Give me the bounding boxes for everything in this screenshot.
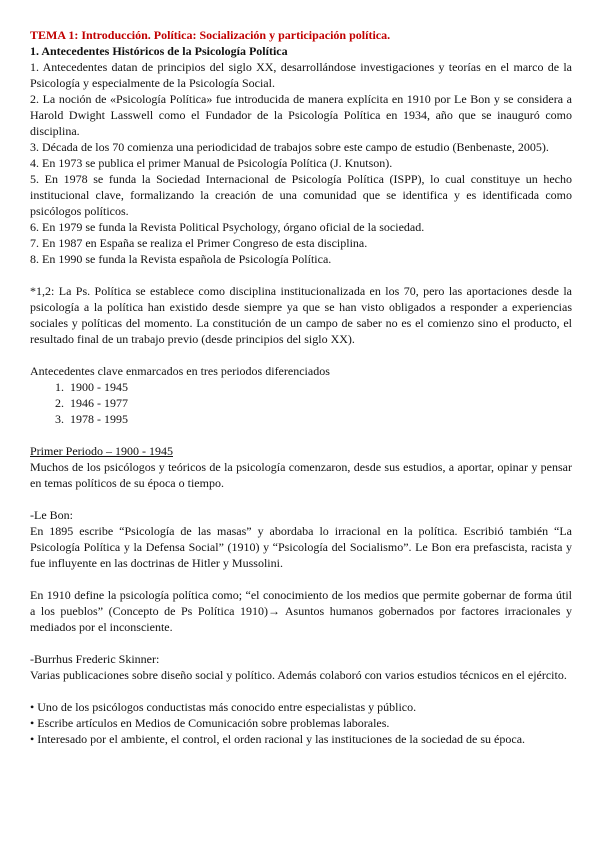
lebon-text: En 1895 escribe “Psicología de las masas” y abordaba lo irracional en la política. Escribió también “La Psicología Política y la Defensa Social” (1910) y “Psicología del Socialismo”. Le Bon era prefascista, racista y fue influyente en las doctrinas de Hitler y Mussolini. <box>30 524 572 570</box>
history-item: 1. Antecedentes datan de principios del siglo XX, desarrollándose investigaciones y teorías en el marco de la Psicología y especialmente de la Psicología Social. <box>30 60 572 90</box>
history-item: 7. En 1987 en España se realiza el Primer Congreso de esta disciplina. <box>30 236 368 250</box>
skinner-bullets <box>30 699 572 747</box>
history-item: 3. Década de los 70 comienza una periodicidad de trabajos sobre este campo de estudio (Benbenaste, 2005). <box>30 140 549 154</box>
periods-intro: Antecedentes clave enmarcados en tres periodos diferenciados <box>30 364 330 378</box>
bullet-item: • Interesado por el ambiente, el control, el orden racional y las instituciones de la sociedad de su época. <box>30 732 526 746</box>
period-item: 1. 1900 - 1945 <box>67 379 572 395</box>
period-item: 2. 1946 - 1977 <box>67 395 572 411</box>
note-paragraph: *1,2: La Ps. Política se establece como disciplina institucionalizada en los 70, pero las aportaciones desde la psicología a la política han existido desde siempre ya que se han visto obligados a responder a experiencias sociales y políticas del momento. La constitución de un campo de saber no es el comienzo sino el producto, el resultado final de un trabajo previo (desde principios del siglo XX). <box>30 284 572 346</box>
bullet-item: • Uno de los psicólogos conductistas más conocido entre especialistas y público. <box>30 700 417 714</box>
first-period-text: Muchos de los psicólogos y teóricos de la psicología comenzaron, desde sus estudios, a aportar, opinar y pensar en temas políticos de su época o tiempo. <box>30 460 572 490</box>
first-period-heading: Primer Periodo – 1900 - 1945 <box>30 444 173 458</box>
periods-list <box>30 379 572 427</box>
history-item: 2. La noción de «Psicología Política» fue introducida de manera explícita en 1910 por Le Bon y se considera a Harold Dwight Lasswell como el Fundador de la Psicología Política en 1934, año que se inauguró como disciplina. <box>30 92 572 138</box>
period-item: 3. 1978 - 1995 <box>67 411 572 427</box>
skinner-heading: -Burrhus Frederic Skinner: <box>30 652 160 666</box>
skinner-text: Varias publicaciones sobre diseño social y político. Además colaboró con varios estudios técnicos en el ejército. <box>30 668 567 682</box>
history-item: 5. En 1978 se funda la Sociedad Internacional de Psicología Política (ISPP), lo cual constituye un hecho institucional clave, formalizando la creación de una comunidad que se identifica y es identificada como psicólogos políticos. <box>30 172 572 218</box>
history-list <box>30 59 572 267</box>
history-item: 4. En 1973 se publica el primer Manual de Psicología Política (J. Knutson). <box>30 156 393 170</box>
history-item: 8. En 1990 se funda la Revista española de Psicología Política. <box>30 252 332 266</box>
lebon-definition: En 1910 define la psicología política como; “el conocimiento de los medios que permite gobernar de forma útil a los pueblos” (Concepto de Ps Política 1910)→ Asuntos humanos gobernados por factores irracionales y mediados por el inconsciente. <box>30 588 572 634</box>
lebon-heading: -Le Bon: <box>30 508 73 522</box>
section-heading: 1. Antecedentes Históricos de la Psicología Política <box>30 44 288 58</box>
history-item: 6. En 1979 se funda la Revista Political Psychology, órgano oficial de la sociedad. <box>30 220 425 234</box>
bullet-item: • Escribe artículos en Medios de Comunicación sobre problemas laborales. <box>30 716 390 730</box>
document-title: TEMA 1: Introducción. Política: Socialización y participación política. <box>30 28 391 42</box>
